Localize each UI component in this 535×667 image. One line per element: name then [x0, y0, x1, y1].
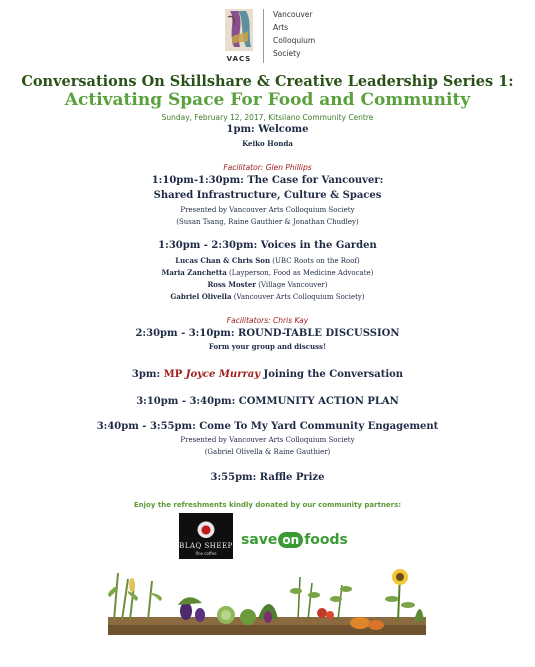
partners-note: Enjoy the refreshments kindly donated by our community partners:	[133, 501, 402, 509]
case-presented-by: Presented by Vancouver Arts Colloquium Society	[180, 206, 355, 214]
garden-heading: 1:30pm - 2:30pm: Voices in the Garden	[158, 240, 377, 251]
speaker-name: Lucas Chan & Chris Son	[175, 256, 271, 265]
speaker-name: Gabriel Olivella	[170, 292, 232, 301]
event-dateline: Sunday, February 12, 2017, Kitsilano Community Centre	[161, 113, 374, 122]
facilitator-label: Facilitator: Glen Phillips	[223, 163, 312, 172]
save-on-foods-logo	[241, 530, 348, 550]
mp-heading	[0, 369, 535, 380]
sof-right: foods	[304, 532, 348, 548]
sof-mid: on	[278, 532, 303, 548]
yard-presenters: (Gabriel Olivella & Raine Gauthier)	[204, 448, 331, 456]
speaker-row	[0, 292, 535, 301]
event-title: Activating Space For Food and Community	[64, 90, 471, 110]
blaq-sheep-name: BLAQ SHEEP	[179, 542, 233, 550]
action-plan-heading: 3:10pm - 3:40pm: COMMUNITY ACTION PLAN	[136, 396, 399, 407]
mp-label: MP	[163, 369, 186, 380]
sof-left: save	[241, 532, 278, 548]
welcome-host: Keiko Honda	[242, 139, 293, 148]
logo-divider	[263, 9, 264, 63]
speaker-affiliation: (Vancouver Arts Colloquium Society)	[231, 293, 365, 301]
speaker-name: Maria Zanchetta	[161, 268, 227, 277]
yard-heading: 3:40pm - 3:55pm: Come To My Yard Community Engagement	[96, 421, 439, 432]
case-heading-line1: 1:10pm-1:30pm: The Case for Vancouver:	[151, 175, 384, 186]
logo-org-name	[273, 8, 315, 60]
blaq-sheep-logo	[179, 513, 233, 559]
roundtable-heading: 2:30pm - 3:10pm: ROUND-TABLE DISCUSSION	[135, 328, 400, 339]
vacs-logo	[222, 7, 342, 65]
speaker-name: Ross Moster	[207, 280, 256, 289]
case-heading-line2: Shared Infrastructure, Culture & Spaces	[153, 190, 382, 201]
logo-line: Society	[273, 49, 301, 58]
vacs-logo-art	[222, 7, 256, 53]
blaq-sheep-tagline: fine coffee	[195, 551, 217, 556]
welcome-heading: 1pm: Welcome	[226, 124, 309, 135]
vegetable-garden-illustration	[108, 565, 426, 635]
case-presenters: (Susan Tsang, Raine Gauthier & Jonathan Chudley)	[176, 218, 359, 226]
speaker-row	[0, 268, 535, 277]
facilitators-label: Facilitators: Chris Kay	[226, 316, 309, 325]
speaker-affiliation: (UBC Roots on the Roof)	[270, 257, 360, 265]
mp-time: 3pm:	[131, 369, 164, 380]
raffle-heading: 3:55pm: Raffle Prize	[210, 472, 325, 483]
yard-presented-by: Presented by Vancouver Arts Colloquium Society	[180, 436, 355, 444]
logo-line: Vancouver	[273, 10, 313, 19]
roundtable-note: Form your group and discuss!	[208, 342, 327, 351]
speaker-affiliation: (Village Vancouver)	[256, 281, 328, 289]
series-title: Conversations On Skillshare & Creative Leadership Series 1:	[21, 73, 514, 90]
mp-rest: Joining the Conversation	[260, 369, 404, 380]
sheep-cup-icon	[197, 518, 215, 538]
logo-line: Colloquium	[273, 36, 316, 45]
logo-line: Arts	[273, 23, 289, 32]
speaker-affiliation: (Layperson, Food as Medicine Advocate)	[226, 269, 374, 277]
mp-name: Joyce Murray	[185, 369, 261, 380]
speaker-row	[0, 256, 535, 265]
speaker-row	[0, 280, 535, 289]
logo-abbr: VACS	[226, 55, 252, 63]
